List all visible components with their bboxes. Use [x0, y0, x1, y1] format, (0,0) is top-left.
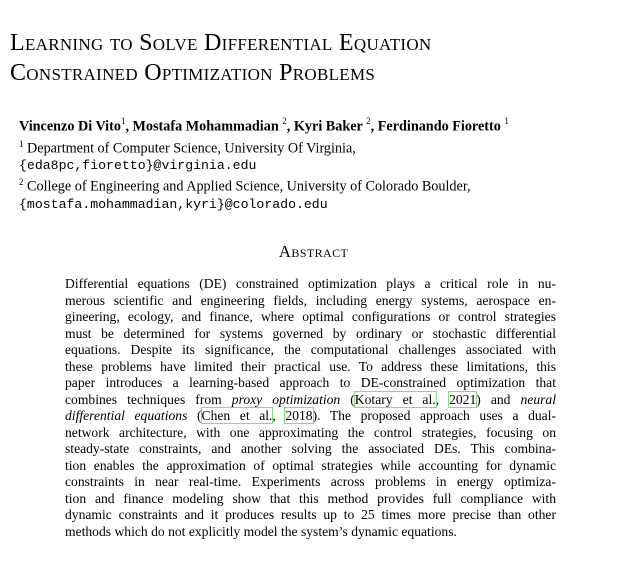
affiliation-mark: 1	[19, 138, 24, 149]
affiliation-text: Department of Computer Science, University Of Virginia,	[23, 140, 356, 157]
abstract-line: methods which do not explicitly model the system’s dynamic equations.	[65, 523, 457, 539]
abstract-line: paper introduces a learning-based approach to DE-constrained optimization that	[65, 375, 556, 390]
abstract-heading: Abstract	[278, 242, 349, 261]
abstract-text: ,	[272, 408, 286, 423]
abstract-line: Differential equations (DE) constrained optimization plays a critical role in nu-	[65, 276, 556, 291]
title-line-1: Learning to Solve Differential Equation	[10, 30, 432, 56]
affiliation-mark: 2	[19, 177, 24, 188]
author-list	[19, 114, 509, 136]
abstract-emphasis: neural	[520, 391, 556, 407]
abstract-line: these problems have limited their practical use. To address these limitations, this	[65, 358, 556, 374]
author-name: , Ferdinando Fioretto	[370, 118, 505, 135]
abstract-text: (	[340, 391, 355, 407]
citation-link-chen[interactable]: Chen et al.	[201, 408, 273, 423]
affiliation-1	[19, 136, 509, 158]
abstract-line: steady-state constraints, and another solving the associated DEs. This combina-	[65, 441, 556, 456]
abstract-text: ). The proposed approach uses a dual-	[312, 408, 556, 423]
abstract-line: constraints in near real-time. Experiments across problems in energy optimiza-	[65, 474, 556, 489]
abstract-line: gineering, ecology, and finance, where optimal configurations or control strategies	[65, 309, 556, 324]
author-affiliation-mark: 2	[366, 116, 371, 126]
abstract-text: (	[187, 408, 202, 423]
abstract-line: must be determined for systems governed by ordinary or stochastic differential	[65, 325, 556, 341]
abstract-line: merous scientific and engineering fields, including energy systems, aerospace en-	[65, 292, 556, 308]
author-block	[19, 114, 509, 213]
abstract-line	[65, 408, 556, 425]
abstract-text: ) and	[476, 391, 521, 407]
abstract-line: equations. Despite its significance, the computational challenges associated with	[65, 342, 556, 357]
abstract-body	[65, 276, 556, 540]
abstract-text: ,	[435, 391, 450, 407]
abstract-emphasis: differential equations	[65, 408, 188, 423]
abstract-line: tion and finance modeling show that this method provides full compliance with	[65, 490, 556, 506]
author-affiliation-mark: 2	[282, 116, 287, 126]
abstract-line: network architecture, with one approximating the control strategies, focusing on	[65, 424, 556, 440]
author-name: Vincenzo Di Vito	[19, 118, 121, 135]
citation-link-kotary[interactable]: Kotary et al.	[354, 391, 436, 407]
paper-title	[10, 28, 432, 88]
affiliation-2-email: {mostafa.mohammadian,kyri}@colorado.edu	[19, 197, 328, 213]
author-affiliation-mark: 1	[504, 116, 509, 126]
citation-year-link-chen[interactable]: 2018	[285, 408, 313, 423]
abstract-line	[65, 392, 556, 409]
affiliation-1-email: {eda8pc,fioretto}@virginia.edu	[19, 158, 257, 174]
abstract-text: combines techniques from	[65, 391, 232, 407]
abstract-line: tion enables the approximation of optimal strategies while accounting for dynamic	[65, 457, 556, 473]
author-name: , Mostafa Mohammadian	[125, 118, 283, 135]
citation-year-link-kotary[interactable]: 2021	[449, 391, 477, 407]
title-line-2: Constrained Optimization Problems	[10, 60, 376, 86]
affiliation-text: College of Engineering and Applied Science, University of Colorado Boulder,	[23, 179, 471, 196]
abstract-line: dynamic constraints and it produces results up to 25 times more precise than other	[65, 507, 556, 522]
affiliation-2	[19, 174, 509, 196]
abstract-emphasis: proxy optimization	[231, 391, 341, 407]
author-name: , Kyri Baker	[286, 118, 367, 135]
author-affiliation-mark: 1	[120, 116, 126, 126]
